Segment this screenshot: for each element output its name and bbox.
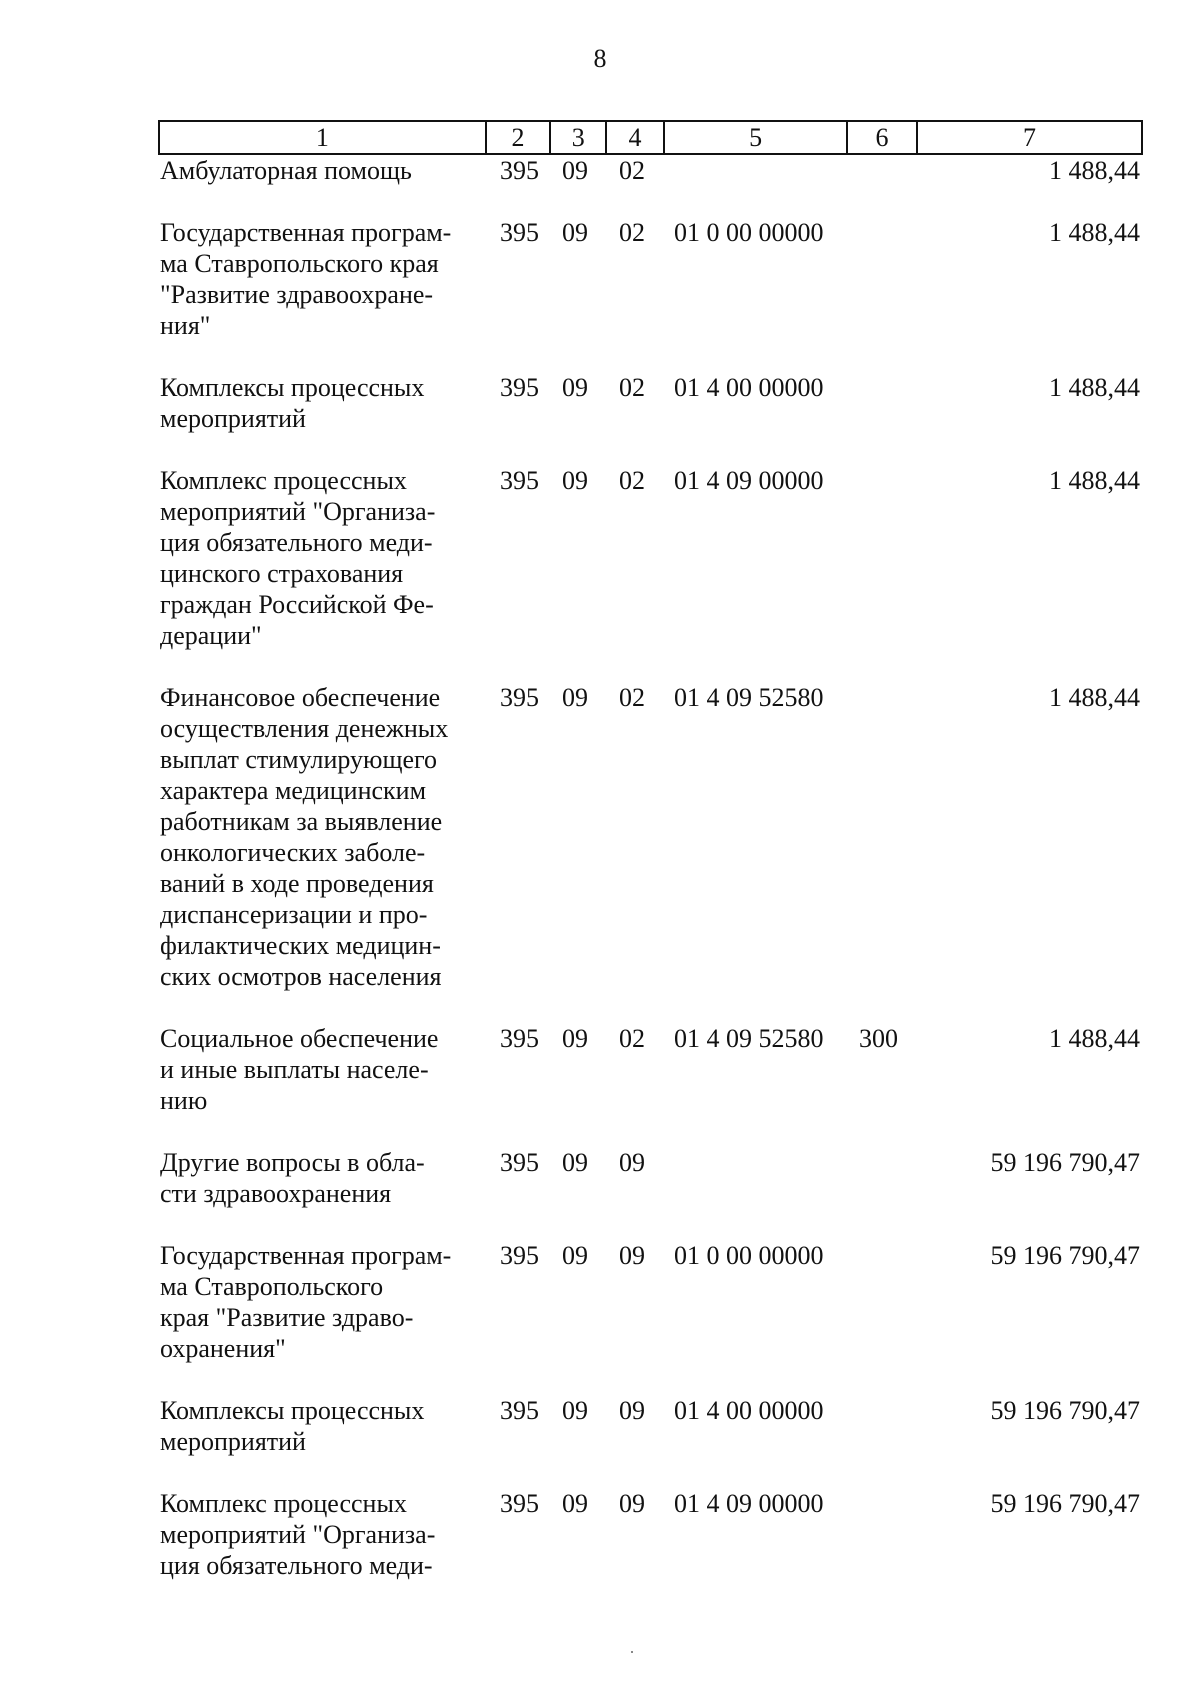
row-code-col-6: 300: [859, 1024, 898, 1053]
row-code-col-5: 01 4 09 52580: [674, 1024, 824, 1053]
row-code-col-3: 09: [562, 466, 588, 495]
row-code-col-3: 09: [562, 1148, 588, 1177]
row-code-col-2: 395: [500, 1148, 539, 1177]
row-code-col-5: 01 4 00 00000: [674, 373, 824, 402]
row-code-col-5: 01 4 09 52580: [674, 683, 824, 712]
table-row: [158, 1023, 1143, 1147]
row-name-line: охранения": [160, 1334, 286, 1363]
row-name-line: ция обязательного меди-: [160, 528, 433, 557]
row-name-line: ция обязательного меди-: [160, 1551, 433, 1580]
header-col-1: 1: [160, 122, 487, 153]
row-code-col-5: [674, 1147, 859, 1209]
row-code-col-4: 09: [619, 1148, 645, 1177]
row-code-col-2: 395: [500, 1489, 539, 1518]
row-name-line: диспансеризации и про-: [160, 900, 428, 929]
row-code-col-2: 395: [500, 218, 539, 247]
row-name-line: дерации": [160, 621, 262, 650]
row-code-col-3: 09: [562, 218, 588, 247]
table-row: [158, 465, 1143, 682]
scan-speck: [631, 1651, 633, 1653]
table-row: [158, 1147, 1143, 1240]
row-code-col-3: 09: [562, 1489, 588, 1518]
row-name-line: Комплексы процессных: [160, 1396, 425, 1425]
row-code-col-3: 09: [562, 1241, 588, 1270]
row-name-line: ма Ставропольского края: [160, 249, 439, 278]
table-row: [158, 372, 1143, 465]
row-code-col-3: 09: [562, 1024, 588, 1053]
row-code-col-5: 01 0 00 00000: [674, 218, 824, 247]
table-row: [158, 1395, 1143, 1488]
row-name-line: ния": [160, 311, 211, 340]
row-name-line: мероприятий "Организа-: [160, 1520, 436, 1549]
row-code-col-3: 09: [562, 373, 588, 402]
row-code-col-3: 09: [562, 156, 588, 185]
row-code-col-6: [859, 465, 921, 651]
row-name-line: мероприятий: [160, 1427, 306, 1456]
row-amount: 1 488,44: [1049, 218, 1140, 247]
row-amount: 1 488,44: [1049, 683, 1140, 712]
row-code-col-4: 09: [619, 1241, 645, 1270]
row-name: [158, 1395, 500, 1457]
row-amount: 59 196 790,47: [990, 1148, 1140, 1177]
row-name-line: филактических медицин-: [160, 931, 441, 960]
row-code-col-5: 01 4 00 00000: [674, 1396, 824, 1425]
row-name-line: мероприятий "Организа-: [160, 497, 436, 526]
row-name-line: Социальное обеспечение: [160, 1024, 439, 1053]
row-name: [158, 1147, 500, 1209]
row-name: [158, 1023, 500, 1116]
header-col-3: 3: [551, 122, 607, 153]
row-code-col-4: 02: [619, 218, 645, 247]
row-name-line: Амбулаторная помощь: [160, 156, 412, 185]
row-code-col-6: [859, 1488, 921, 1581]
row-code-col-2: 395: [500, 1024, 539, 1053]
row-name: [158, 1488, 500, 1581]
row-amount: 1 488,44: [1049, 373, 1140, 402]
header-col-6: 6: [848, 122, 918, 153]
row-amount: 1 488,44: [1049, 1024, 1140, 1053]
row-name-line: цинского страхования: [160, 559, 404, 588]
row-name-line: Государственная програм-: [160, 218, 452, 247]
row-name-line: нию: [160, 1086, 208, 1115]
row-name-line: края "Развитие здраво-: [160, 1303, 414, 1332]
row-name-line: и иные выплаты населе-: [160, 1055, 429, 1084]
row-name-line: Другие вопросы в обла-: [160, 1148, 425, 1177]
row-code-col-5: 01 4 09 00000: [674, 466, 824, 495]
row-name-line: Комплексы процессных: [160, 373, 425, 402]
header-col-2: 2: [487, 122, 552, 153]
row-name: [158, 465, 500, 651]
table-row: [158, 155, 1143, 217]
row-name-line: "Развитие здравоохране-: [160, 280, 434, 309]
row-code-col-6: [859, 155, 921, 186]
row-amount: 1 488,44: [1049, 466, 1140, 495]
row-code-col-4: 02: [619, 466, 645, 495]
row-name-line: выплат стимулирующего: [160, 745, 438, 774]
row-name: [158, 217, 500, 341]
row-code-col-4: 09: [619, 1396, 645, 1425]
row-code-col-5: [674, 155, 859, 186]
row-code-col-4: 02: [619, 1024, 645, 1053]
row-name-line: Финансовое обеспечение: [160, 683, 441, 712]
row-code-col-2: 395: [500, 373, 539, 402]
table-header: [158, 120, 1143, 155]
row-amount: 59 196 790,47: [990, 1241, 1140, 1270]
row-name-line: Комплекс процессных: [160, 466, 407, 495]
header-col-5: 5: [665, 122, 848, 153]
row-name-line: Государственная програм-: [160, 1241, 452, 1270]
row-code-col-2: 395: [500, 466, 539, 495]
row-name-line: осуществления денежных: [160, 714, 449, 743]
row-code-col-3: 09: [562, 1396, 588, 1425]
table-row: [158, 682, 1143, 1023]
row-name: [158, 372, 500, 434]
row-code-col-4: 02: [619, 373, 645, 402]
row-code-col-5: 01 4 09 00000: [674, 1489, 824, 1518]
row-code-col-5: 01 0 00 00000: [674, 1241, 824, 1270]
header-col-4: 4: [607, 122, 665, 153]
row-code-col-2: 395: [500, 1396, 539, 1425]
row-code-col-6: [859, 372, 921, 434]
row-amount: 1 488,44: [1049, 156, 1140, 185]
header-col-7: 7: [1022, 123, 1036, 152]
row-name-line: характера медицинским: [160, 776, 427, 805]
row-name-line: сти здравоохранения: [160, 1179, 392, 1208]
row-name-line: ваний в ходе проведения: [160, 869, 434, 898]
row-code-col-6: [859, 1395, 921, 1457]
row-code-col-6: [859, 1240, 921, 1364]
row-code-col-2: 395: [500, 156, 539, 185]
row-code-col-4: 02: [619, 156, 645, 185]
row-code-col-3: 09: [562, 683, 588, 712]
row-code-col-6: [859, 217, 921, 341]
table-row: [158, 1240, 1143, 1395]
row-name-line: ских осмотров населения: [160, 962, 442, 991]
row-name: [158, 682, 500, 992]
page-number: 8: [593, 44, 607, 73]
row-name-line: мероприятий: [160, 404, 306, 433]
row-code-col-6: [859, 1147, 921, 1209]
row-name-line: онкологических заболе-: [160, 838, 426, 867]
row-name-line: Комплекс процессных: [160, 1489, 407, 1518]
row-amount: 59 196 790,47: [990, 1489, 1140, 1518]
row-code-col-4: 02: [619, 683, 645, 712]
row-code-col-2: 395: [500, 1241, 539, 1270]
row-name-line: ма Ставропольского: [160, 1272, 384, 1301]
row-name-line: граждан Российской Фе-: [160, 590, 434, 619]
row-code-col-4: 09: [619, 1489, 645, 1518]
table-row: [158, 1488, 1143, 1581]
table-body: [158, 155, 1143, 1581]
row-code-col-2: 395: [500, 683, 539, 712]
row-amount: 59 196 790,47: [990, 1396, 1140, 1425]
table-row: [158, 217, 1143, 372]
row-code-col-6: [859, 682, 921, 992]
row-name-line: работникам за выявление: [160, 807, 443, 836]
row-name: [158, 1240, 500, 1364]
row-name: [158, 155, 500, 186]
